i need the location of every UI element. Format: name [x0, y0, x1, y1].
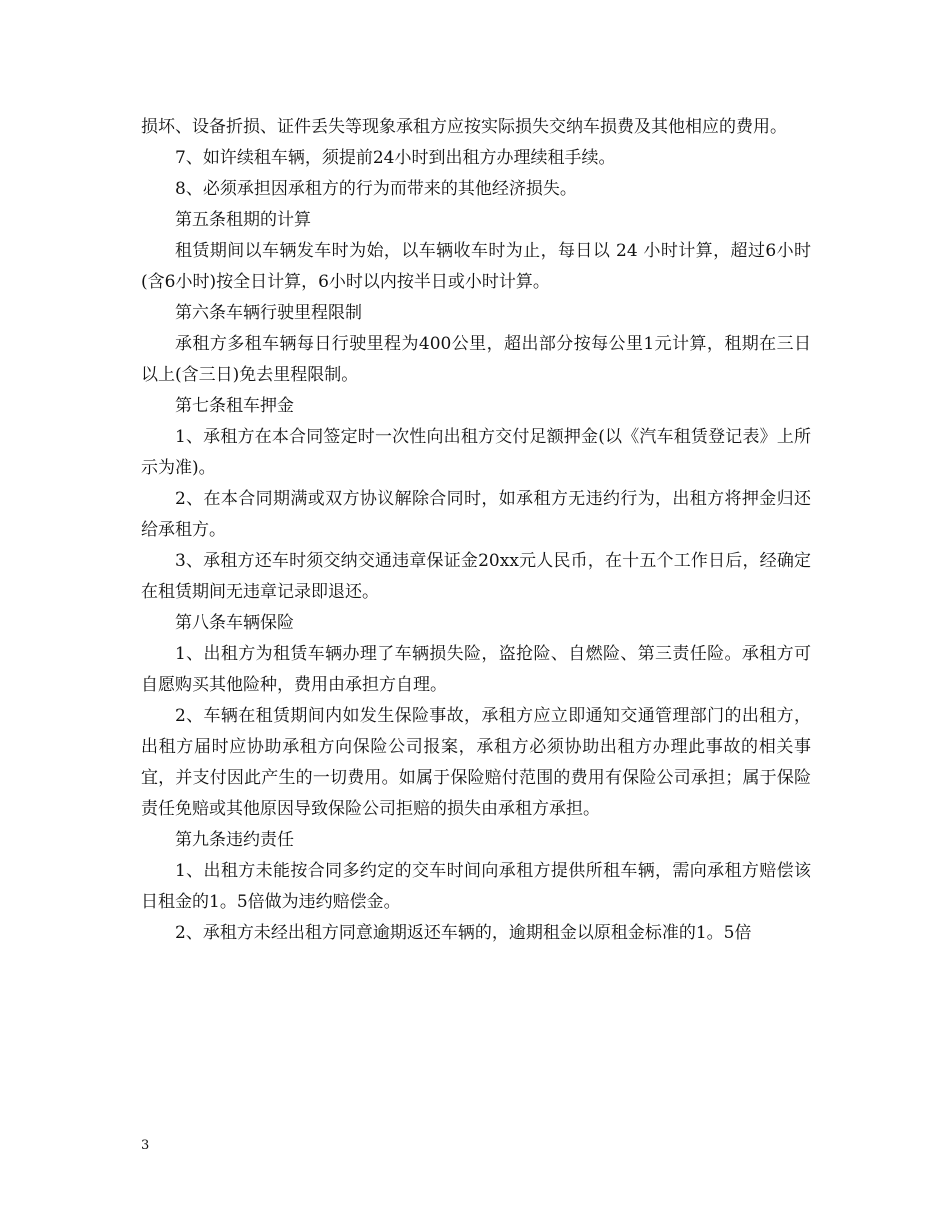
paragraph-10: 2、车辆在租赁期间内如发生保险事故，承租方应立即通知交通管理部门的出租方，出租方届时应协助承租方向保险公司报案，承租方必须协助出租方办理此事故的相关事宜，并支付因此产生的一切费用。如属于保险赔付范围的费用有保险公司承担；属于保险责任免赔或其他原因导致保险公司拒赔的损失由承租方承担。 — [141, 706, 811, 819]
section-heading-6: 第六条车辆行驶里程限制 — [175, 303, 362, 323]
section-heading-7: 第七条租车押金 — [175, 396, 294, 416]
paragraph-7: 2、在本合同期满或双方协议解除合同时，如承租方无违约行为，出租方将押金归还给承租方。 — [141, 489, 811, 540]
section-heading-5: 第五条租期的计算 — [175, 210, 311, 230]
document-body — [141, 112, 811, 949]
paragraph-12: 2、承租方未经出租方同意逾期返还车辆的，逾期租金以原租金标准的1。5倍 — [175, 923, 752, 943]
paragraph-5: 承租方多租车辆每日行驶里程为400公里，超出部分按每公里1元计算，租期在三日以上(含三日)免去里程限制。 — [141, 334, 811, 385]
section-heading-9: 第九条违约责任 — [175, 830, 294, 850]
paragraph-1: 损坏、设备折损、证件丢失等现象承租方应按实际损失交纳车损费及其他相应的费用。 — [141, 117, 787, 137]
paragraph-9: 1、出租方为租赁车辆办理了车辆损失险，盗抢险、自燃险、第三责任险。承租方可自愿购买其他险种，费用由承担方自理。 — [141, 644, 811, 695]
paragraph-8: 3、承租方还车时须交纳交通违章保证金20xx元人民币，在十五个工作日后，经确定在租赁期间无违章记录即退还。 — [141, 551, 811, 602]
paragraph-2: 7、如许续租车辆，须提前24小时到出租方办理续租手续。 — [175, 148, 616, 168]
paragraph-11: 1、出租方未能按合同多约定的交车时间向承租方提供所租车辆，需向承租方赔偿该日租金的1。5倍做为违约赔偿金。 — [141, 861, 811, 912]
page-number: 3 — [141, 1138, 150, 1153]
paragraph-3: 8、必须承担因承租方的行为而带来的其他经济损失。 — [175, 179, 577, 199]
paragraph-6: 1、承租方在本合同签定时一次性向出租方交付足额押金(以《汽车租赁登记表》上所示为准)。 — [141, 427, 811, 478]
paragraph-4: 租赁期间以车辆发车时为始，以车辆收车时为止，每日以 24 小时计算，超过6小时(含6小时)按全日计算，6小时以内按半日或小时计算。 — [141, 241, 811, 292]
section-heading-8: 第八条车辆保险 — [175, 613, 294, 633]
